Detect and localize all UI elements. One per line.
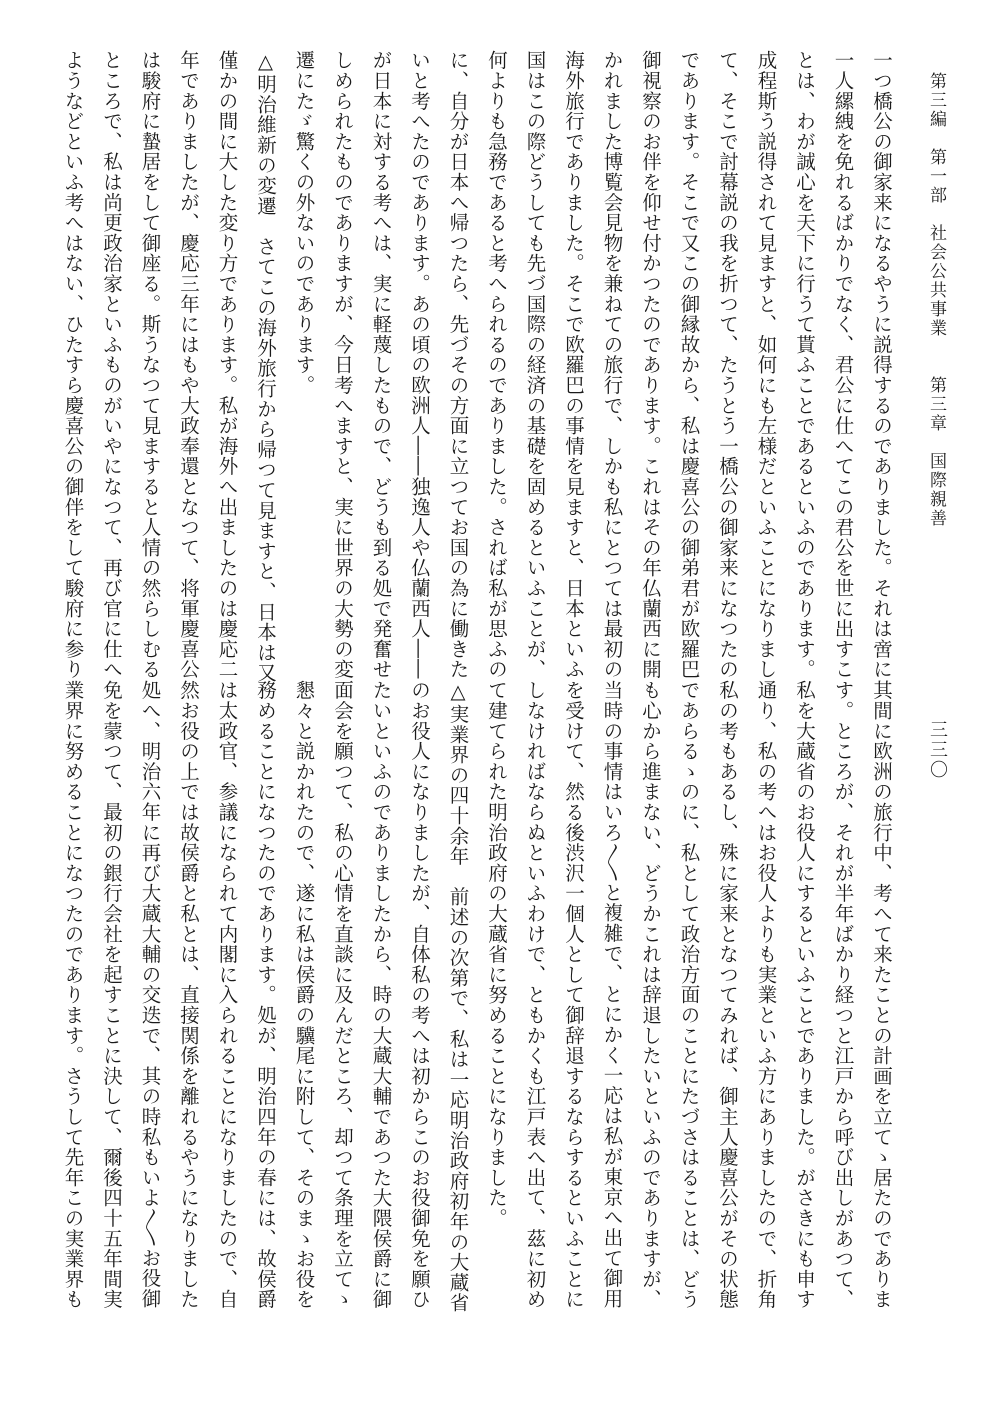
text-line: に、自分が日本へ帰つたら、先づその方面に立つてお国の為に働きた <box>446 50 470 680</box>
text-line: は駿府に蟄居をして御座る。斯うなつて見ますると人情の然らしむる <box>138 50 162 680</box>
text-line: とは、わが誠心を天下に行うて貰ふことであるといふのであります。 <box>793 50 816 680</box>
running-head: 第三編 第一部 社会公共事業 第三章 国際親善 <box>926 72 946 528</box>
text-line: 僅かの間に大した変り方であります。私が海外へ出ましたのは慶応二 <box>215 50 239 680</box>
text-line: す。ところが、それが半年ばかり経つと江戸から呼び出しがあつて、 <box>831 680 855 1310</box>
text-line: いと考へたのであります。あの頃の欧洲人――独逸人や仏蘭西人―― <box>408 50 431 680</box>
text-line: 何よりも急務であると考へられるのでありました。されば私が思ふの <box>485 50 508 680</box>
text-line: であります。そこで又この御縁故から、私は慶喜公の御弟君が欧羅巴 <box>677 50 701 680</box>
text-line: ところで、私は尚更政治家といふものがいやになつて、再び官に仕へ <box>100 50 123 680</box>
text-line: であらるゝのに、私として政治方面のことにたづさはることは、どう <box>677 680 701 1310</box>
text-line: 当時の事情はいろ〳〵と複雑で、とにかく一応は私が東京へ出て御用 <box>600 680 624 1309</box>
text-line: たいといふのでありましたから、時の大蔵大輔であつた大隈侯爵に御 <box>369 680 393 1310</box>
text-line: 一人縲絏を免れるばかりでなく、君公に仕へてこの君公を世に出すこ <box>831 50 855 680</box>
text-line: は太政官、参議になられて内閣に入られることになりましたので、自 <box>215 680 239 1310</box>
text-line: 務めることになつたのであります。処が、明治四年の春には、故侯爵 <box>254 680 277 1310</box>
text-line: も心から進まない、どうかこれは辞退したいといふのでありますが、 <box>639 680 662 1310</box>
text-line: 面会を願つて、私の心情を直談に及んだところ、却つて条理を立てゝ <box>331 680 354 1310</box>
text-line: て、そこで討幕説の我を折つて、たうとう一橋公の御家来になつたの <box>716 50 739 680</box>
text-line: 懇々と説かれたので、遂に私は侯爵の驥尾に附して、そのまゝお役を <box>292 680 316 1310</box>
text-line: 業界に努めることになつたのであります。さうして先年この実業界も <box>61 680 85 1310</box>
text-line: て建てられた明治政府の大蔵省に努めることになりました。 <box>485 680 508 1229</box>
text-line: 其間に欧洲の旅行中、考へて来たことの計画を立てゝ居たのでありま <box>870 680 893 1310</box>
text-line: 遷にたゞ驚くの外ないのであります。 <box>292 50 316 396</box>
lower-text-block <box>61 680 900 1340</box>
text-line: が日本に対する考へは、実に軽蔑したもので、どうも到る処で発奮せ <box>369 50 393 680</box>
text-line: 通り、私の考へはお役人よりも実業といふ方にありましたので、折角 <box>754 680 778 1310</box>
text-line: しめられたものでありますが、今日考へますと、実に世界の大勢の変 <box>331 50 354 680</box>
text-line: 私の考もあるし、殊に家来となつてみれば、御主人慶喜公がその状態 <box>716 680 739 1310</box>
section-heading-line: △実業界の四十余年 前述の次第で、私は一応明治政府初年の大蔵省 <box>446 680 470 1313</box>
upper-text-block <box>61 50 900 683</box>
page-number: 三三〇 <box>927 720 948 780</box>
text-line: 然お役の上では故侯爵と私とは、直接関係を離れるやうになりました <box>177 680 200 1310</box>
text-line: 年でありましたが、慶応三年にはもや大政奉還となつて、将軍慶喜公 <box>177 50 200 680</box>
text-line: 私を大蔵省のお役人にするといふことでありました。がさきにも申す <box>793 680 816 1310</box>
text-line: 海外旅行でありました。そこで欧羅巴の事情を見ますと、日本といふ <box>562 50 585 680</box>
text-line: かれました博覧会見物を兼ねての旅行で、しかも私にとつては最初の <box>600 50 624 680</box>
text-line: 成程斯う説得されて見ますと、如何にも左様だといふことになりまし <box>754 50 778 680</box>
text-line: しなければならぬといふわけで、ともかくも江戸表へ出て、茲に初め <box>523 680 547 1310</box>
text-line: 国はこの際どうしても先づ国際の経済の基礎を固めるといふことが、 <box>523 50 547 680</box>
text-line: のお役人になりましたが、自体私の考へは初からこのお役御免を願ひ <box>408 680 431 1310</box>
text-line: を受けて、然る後渋沢一個人として御辞退するならするといふことに <box>562 680 585 1310</box>
section-heading-line: △明治維新の変遷 さてこの海外旅行から帰つて見ますと、日本は又 <box>254 50 277 683</box>
text-line: 御視察のお伴を仰せ付かつたのであります。これはその年仏蘭西に開 <box>639 50 662 680</box>
text-line: 処へ、明治六年に再び大蔵大輔の交迭で、其の時私もいよ〳〵お役御 <box>138 680 162 1309</box>
text-line: ようなどといふ考へはない、ひたすら慶喜公の御伴をして駿府に参り <box>61 50 85 680</box>
text-line: 一つ橋公の御家来になるやうに説得するのでありました。それは啻に <box>870 50 893 680</box>
text-line: 免を蒙つて、最初の銀行会社を起すことに決して、爾後四十五年間実 <box>100 680 123 1310</box>
